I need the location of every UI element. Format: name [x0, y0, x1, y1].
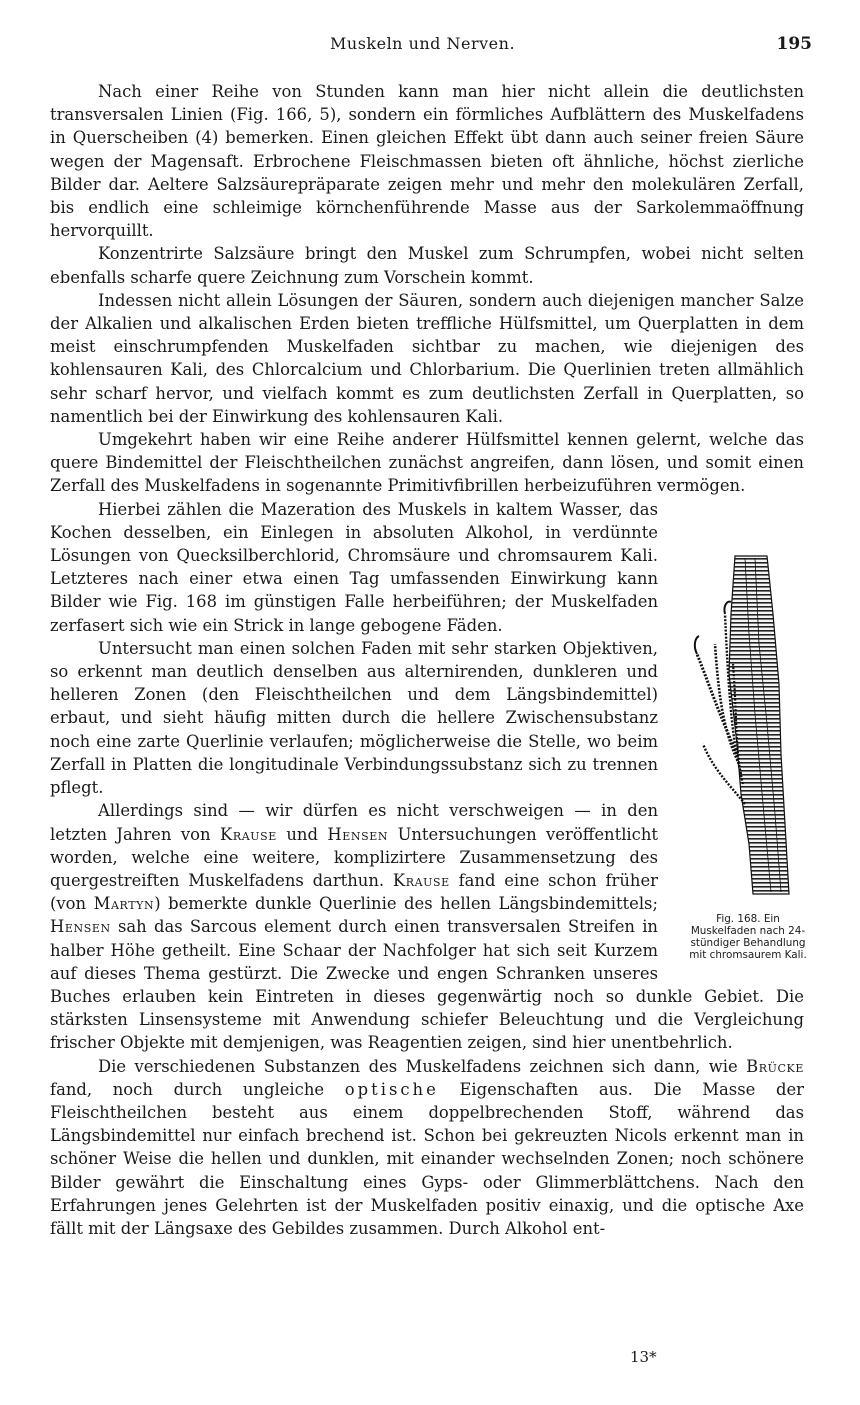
text-run: Allerdings sind — wir dürfen es nicht verschweigen — in den letzten Jahren von	[50, 801, 658, 844]
running-head: Muskeln und Nerven.	[330, 34, 516, 53]
emphasis: optische	[344, 1079, 439, 1099]
page-header	[0, 34, 860, 58]
text-run: und	[286, 824, 318, 844]
author-name: Krause	[219, 824, 277, 844]
paragraph: Indessen nicht allein Lösungen der Säuren, sondern auch diejenigen mancher Salze der Alkalien und alkalischen Erden bieten treffliche Hülfsmittel, um Querplatten in dem meist einschrumpfenden Muskelfaden sichtbar zu machen, wie diejenigen des kohlensauren Kali, des Chlorcalcium und Chlorbarium. Die Querlinien treten allmählich sehr scharf hervor, und vielfach kommt es zum deutlichsten Zerfall in Querplatten, so namentlich bei der Einwirkung des kohlensauren Kali.	[50, 290, 804, 426]
body-text	[50, 80, 807, 1240]
text-run: fand eine schon früher (von	[50, 870, 658, 914]
text-run: sah das Sarcous element durch einen transversalen Streifen in halber Höhe getheilt. Eine Schaar der Nachfolger hat sich seit Kurzem auf dieses Thema gestürzt. Die Zwecke und engen Schranken unseres Buches erlauben kein Eintreten in dieses gegenwärtig noch so dunkle Gebiet. Die stärksten Linsensysteme mit Anwendung schiefer Beleuchtung und die Vergleichung frischer Objekte mit demjenigen, was Reagentien zeigen, sind hier unentbehrlich.	[50, 917, 804, 1053]
figure-caption: Fig. 168. Ein Muskelfaden nach 24-stündiger Behandlung mit chromsaurem Kali.	[689, 912, 807, 962]
author-name: Martyn	[93, 894, 155, 914]
author-name: Hensen	[50, 917, 111, 937]
paragraph: Untersucht man einen solchen Faden mit sehr starken Objektiven, so erkennt man deutlich denselben aus alternirenden, dunkleren und helleren Zonen (den Fleischtheilchen und dem Längsbindemittel) erbaut, und sieht häufig mitten durch die hellere Zwischensubstanz noch eine zarte Querlinie verlaufen; möglicherweise die Stelle, wo beim Zerfall in Platten die longitudinale Verbindungssubstanz sich zu trennen pflegt.	[50, 638, 658, 798]
paragraph: Nach einer Reihe von Stunden kann man hier nicht allein die deutlichsten transversalen Linien (Fig. 166, 5), sondern ein förmliches Aufblättern des Muskelfadens in Querscheiben (4) bemerken. Einen gleichen Effekt übt dann auch seiner freien Säure wegen der Magensaft. Erbrochene Fleischmassen bieten oft ähnliche, höchst zierliche Bilder dar. Aeltere Salzsäurepräparate zeigen mehr und mehr den molekulären Zerfall, bis endlich eine schleimige körnchenführende Masse aus der Sarkolemmaöffnung hervorquillt.	[50, 82, 804, 241]
text-run: Untersuchungen veröffentlicht worden, welche eine weitere, komplizirtere Zusammensetzung des quergestreiften Muskelfadens darthun.	[50, 824, 659, 890]
author-name: Brücke	[746, 1056, 804, 1076]
paragraph: Umgekehrt haben wir eine Reihe anderer Hülfsmittel kennen gelernt, welche das quere Bindemittel der Fleischtheilchen zunächst angreifen, dann lösen, und somit einen Zerfall des Muskelfadens in sogenannte Primitivfibrillen herbeizuführen vermögen.	[50, 430, 804, 496]
author-name: Hensen	[327, 824, 389, 844]
text-run: Eigenschaften aus. Die Masse der Fleischtheilchen besteht aus einem doppelbrechenden Stoff, während das Längsbindemittel nur einfach brechend ist. Schon bei gekreuzten Nicols erkennt man in schöner Weise die hellen und dunklen, mit einander wechselnden Zonen; noch schönere Bilder gewährt die Einschaltung eines Gyps- oder Glimmerblättchens. Nach den Erfahrungen jenes Gelehrten ist der Muskelfaden positiv einaxig, und die optische Axe fällt mit der Längsaxe des Gebildes zusammen. Durch Alkohol ent-	[50, 1079, 805, 1238]
text-run: Die verschiedenen Substanzen des Muskelfadens zeichnen sich dann, wie	[98, 1056, 738, 1076]
figure-168	[674, 554, 814, 962]
page-number: 195	[776, 34, 812, 54]
paragraph	[50, 1055, 804, 1241]
muscle-fibre-illustration-icon	[689, 554, 799, 899]
author-name: Krause	[392, 870, 450, 890]
paragraph: Konzentrirte Salzsäure bringt den Muskel zum Schrumpfen, wobei nicht selten ebenfalls scharfe quere Zeichnung zum Vorschein kommt.	[50, 244, 804, 287]
text-run: ) bemerkte dunkle Querlinie des hellen Längsbindemittels;	[154, 894, 658, 914]
text-run: fand, noch durch ungleiche	[50, 1079, 325, 1099]
signature-mark: 13*	[630, 1348, 657, 1366]
paragraph: Hierbei zählen die Mazeration des Muskels in kaltem Wasser, das Kochen desselben, ein Einlegen in absoluten Alkohol, in verdünnte Lösungen von Quecksilberchlorid, Chromsäure und chromsaurem Kali. Letzteres nach einer etwa einen Tag umfassenden Einwirkung kann Bilder wie Fig. 168 im günstigen Falle herbeiführen; der Muskelfaden zerfasert sich wie ein Strick in lange gebogene Fäden.	[50, 499, 658, 635]
